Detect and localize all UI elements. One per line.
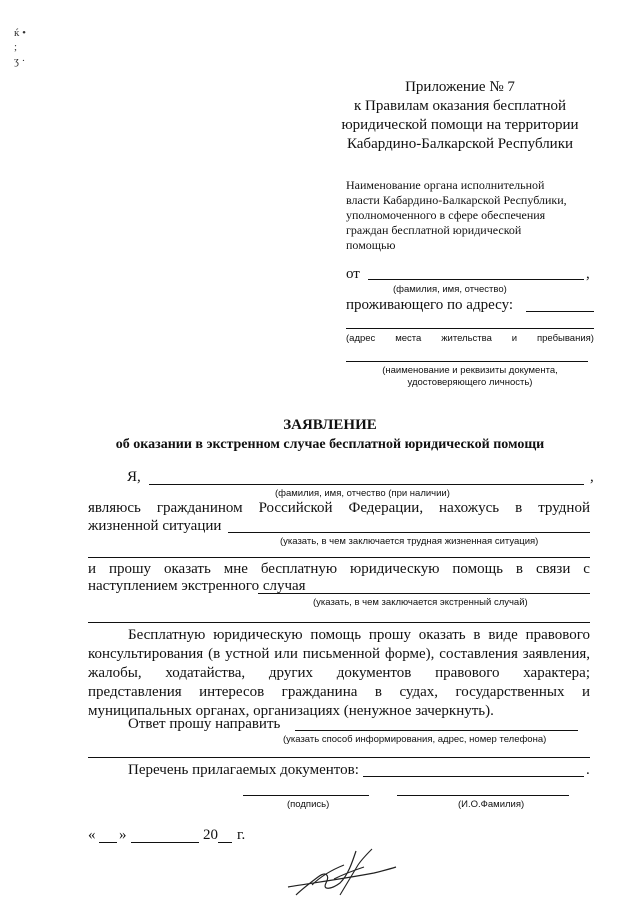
- situation-field-2[interactable]: [88, 557, 590, 558]
- document-title: ЗАЯВЛЕНИЕ: [283, 417, 377, 433]
- help-paragraph: [88, 626, 590, 721]
- appendix-number: Приложение № 7: [405, 79, 515, 95]
- word: прошу: [108, 561, 152, 577]
- word: связи: [535, 561, 571, 577]
- citizen-line: [88, 500, 590, 517]
- id-document-hint: (наименование и реквизиты документа, удостоверяющего личность): [382, 365, 558, 388]
- address-label: проживающего по адресу:: [346, 297, 514, 313]
- appendix-line: юридической помощи на территории: [341, 117, 579, 133]
- attachments-dot: .: [586, 762, 590, 778]
- address-hint: (адрес места жительства и пребывания): [346, 333, 594, 344]
- paragraph-line: муниципальных органах, организациях (ненужное зачеркнуть).: [88, 703, 494, 719]
- word: Федерации,: [348, 500, 424, 516]
- i-label: Я,: [127, 469, 141, 485]
- address-field-2[interactable]: [346, 328, 594, 329]
- date-close-quote: »: [119, 827, 127, 843]
- applicant-comma: ,: [590, 469, 594, 485]
- full-name-hint: (И.О.Фамилия): [458, 799, 525, 810]
- ask-line: [88, 561, 590, 578]
- date-open-quote: «: [88, 827, 96, 843]
- paragraph-line: Бесплатную юридическую помощь прошу оказать в виде правового: [128, 627, 590, 643]
- reply-field-2[interactable]: [88, 757, 590, 758]
- word: юридическую: [350, 561, 440, 577]
- word: мне: [223, 561, 248, 577]
- signature-hint: (подпись): [287, 799, 330, 810]
- paragraph-line: консультирования (в устной или письменной форме), составления заявления,: [88, 646, 590, 662]
- handwritten-signature: [282, 845, 402, 905]
- word: и: [88, 561, 97, 577]
- word: помощь: [452, 561, 503, 577]
- address-field[interactable]: [526, 311, 594, 312]
- margin-mark: ;: [14, 41, 18, 53]
- word: оказать: [163, 561, 211, 577]
- margin-marks: [14, 26, 26, 68]
- date-year-field[interactable]: [218, 842, 232, 843]
- document-subtitle: об оказании в экстренном случае бесплатной юридической помощи: [115, 437, 545, 452]
- from-hint: (фамилия, имя, отчество): [393, 284, 507, 295]
- reply-field[interactable]: [295, 730, 578, 731]
- margin-mark: ќ •: [14, 27, 26, 39]
- date-month-field[interactable]: [131, 842, 199, 843]
- from-label: от: [346, 266, 360, 282]
- applicant-name-hint: (фамилия, имя, отчество (при наличии): [275, 488, 450, 499]
- reply-label: Ответ прошу направить: [128, 716, 281, 732]
- emergency-hint: (указать, в чем заключается экстренный случай): [313, 597, 528, 608]
- margin-mark: ʒ ·: [14, 55, 26, 67]
- date-year-suffix: г.: [237, 827, 246, 843]
- from-comma: ,: [586, 266, 590, 282]
- situation-field[interactable]: [228, 532, 590, 533]
- addressee-line: граждан бесплатной юридической: [346, 223, 522, 237]
- attachments-field[interactable]: [363, 776, 584, 777]
- word: в: [515, 500, 523, 516]
- word: Российской: [258, 500, 333, 516]
- date-year-prefix: 20: [203, 827, 218, 843]
- word: трудной: [538, 500, 590, 516]
- id-document-field[interactable]: [346, 361, 588, 362]
- reply-hint: (указать способ информирования, адрес, номер телефона): [283, 734, 547, 745]
- attachments-label: Перечень прилагаемых документов:: [128, 762, 359, 778]
- word: гражданином: [156, 500, 243, 516]
- word: нахожусь: [439, 500, 500, 516]
- date-day-field[interactable]: [99, 842, 117, 843]
- emergency-field[interactable]: [258, 593, 590, 594]
- addressee-authority: [346, 178, 567, 253]
- signature-field[interactable]: [243, 795, 369, 796]
- word: в: [515, 561, 524, 577]
- paragraph-line: представления интересов гражданина в судах, государственных и: [88, 684, 590, 700]
- appendix-header: [330, 78, 590, 154]
- word: являюсь: [88, 500, 141, 516]
- from-field[interactable]: [368, 279, 584, 280]
- word: бесплатную: [260, 561, 338, 577]
- addressee-line: помощью: [346, 238, 396, 252]
- word: с: [583, 561, 590, 577]
- addressee-line: Наименование органа исполнительной: [346, 178, 545, 192]
- emergency-field-2[interactable]: [88, 622, 590, 623]
- full-name-field[interactable]: [397, 795, 569, 796]
- emergency-label: наступлением экстренного случая: [88, 578, 306, 594]
- appendix-line: к Правилам оказания бесплатной: [353, 98, 567, 114]
- addressee-line: уполномоченного в сфере обеспечения: [346, 208, 546, 222]
- situation-label: жизненной ситуации: [88, 518, 222, 534]
- addressee-line: власти Кабардино-Балкарской Республики,: [346, 193, 567, 207]
- paragraph-line: жалобы, ходатайства, других документов правового характера;: [88, 665, 590, 681]
- situation-hint: (указать, в чем заключается трудная жизненная ситуация): [280, 536, 539, 547]
- applicant-name-field[interactable]: [149, 484, 584, 485]
- appendix-line: Кабардино-Балкарской Республики: [346, 136, 574, 152]
